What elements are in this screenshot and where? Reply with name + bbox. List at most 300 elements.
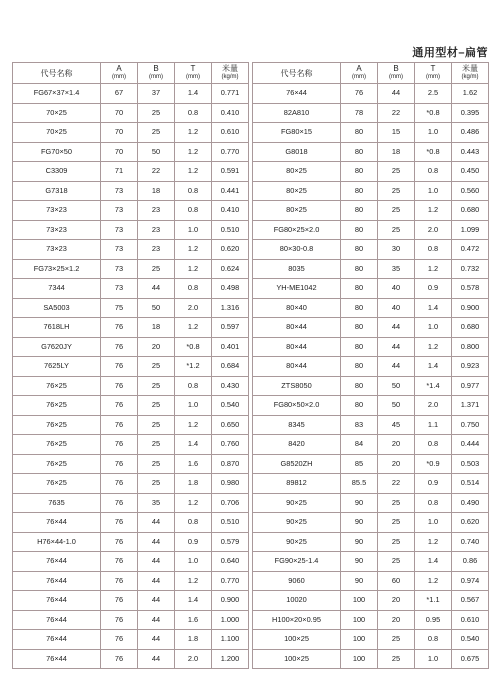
cell-a: 70 — [101, 142, 138, 162]
cell-code: FG90×25-1.4 — [253, 552, 341, 572]
table-row — [253, 337, 489, 357]
cell-b: 25 — [138, 123, 175, 143]
cell-weight: 0.771 — [212, 84, 249, 104]
header-t: T (mm) — [175, 63, 212, 84]
cell-b: 37 — [138, 84, 175, 104]
cell-code: 7625LY — [13, 357, 101, 377]
cell-b: 15 — [378, 123, 415, 143]
cell-code: H100×20×0.95 — [253, 610, 341, 630]
cell-weight: 0.579 — [212, 532, 249, 552]
cell-a: 76 — [101, 571, 138, 591]
left-spec-table — [12, 62, 249, 669]
cell-t: 0.9 — [415, 474, 452, 494]
cell-b: 50 — [138, 142, 175, 162]
cell-a: 76 — [101, 415, 138, 435]
cell-b: 23 — [138, 240, 175, 260]
cell-weight: 1.100 — [212, 630, 249, 650]
cell-code: 76×44 — [13, 552, 101, 572]
cell-t: 1.6 — [175, 454, 212, 474]
table-row — [253, 376, 489, 396]
cell-a: 76 — [101, 630, 138, 650]
cell-a: 80 — [341, 181, 378, 201]
cell-weight: 1.099 — [452, 220, 489, 240]
table-row — [253, 298, 489, 318]
cell-t: 0.95 — [415, 610, 452, 630]
table-row — [13, 162, 249, 182]
cell-code: 80×40 — [253, 298, 341, 318]
table-row — [13, 493, 249, 513]
cell-weight: 0.770 — [212, 142, 249, 162]
cell-code: C3309 — [13, 162, 101, 182]
cell-weight: 0.680 — [452, 201, 489, 221]
table-row — [253, 571, 489, 591]
cell-weight: 0.430 — [212, 376, 249, 396]
cell-b: 25 — [138, 376, 175, 396]
cell-b: 44 — [138, 279, 175, 299]
cell-t: 2.5 — [415, 84, 452, 104]
cell-weight: 0.624 — [212, 259, 249, 279]
cell-a: 85 — [341, 454, 378, 474]
cell-a: 80 — [341, 298, 378, 318]
cell-a: 80 — [341, 376, 378, 396]
cell-weight: 0.567 — [452, 591, 489, 611]
right-spec-table — [252, 62, 489, 669]
cell-a: 76 — [101, 649, 138, 669]
cell-b: 44 — [138, 571, 175, 591]
cell-a: 76 — [101, 357, 138, 377]
cell-a: 73 — [101, 220, 138, 240]
table-row — [253, 493, 489, 513]
cell-a: 80 — [341, 220, 378, 240]
cell-b: 44 — [138, 630, 175, 650]
cell-a: 71 — [101, 162, 138, 182]
cell-weight: 0.760 — [212, 435, 249, 455]
cell-b: 22 — [378, 103, 415, 123]
table-row — [13, 610, 249, 630]
cell-t: 1.0 — [415, 318, 452, 338]
cell-weight: 1.000 — [212, 610, 249, 630]
cell-b: 25 — [378, 532, 415, 552]
header-row — [253, 63, 489, 84]
table-row — [253, 357, 489, 377]
header-code: 代号名称 — [253, 63, 341, 84]
cell-t: *1.1 — [415, 591, 452, 611]
cell-a: 100 — [341, 649, 378, 669]
cell-t: 2.0 — [175, 649, 212, 669]
table-row — [253, 649, 489, 669]
cell-b: 25 — [138, 435, 175, 455]
cell-a: 100 — [341, 610, 378, 630]
cell-code: 80×44 — [253, 337, 341, 357]
cell-b: 25 — [378, 493, 415, 513]
table-row — [253, 240, 489, 260]
cell-weight: 0.900 — [212, 591, 249, 611]
cell-b: 25 — [378, 513, 415, 533]
cell-b: 40 — [378, 298, 415, 318]
cell-a: 73 — [101, 279, 138, 299]
table-row — [13, 474, 249, 494]
cell-code: 80×44 — [253, 318, 341, 338]
cell-weight: 0.514 — [452, 474, 489, 494]
header-b: B (mm) — [378, 63, 415, 84]
cell-a: 73 — [101, 181, 138, 201]
table-row — [253, 552, 489, 572]
cell-code: SA5003 — [13, 298, 101, 318]
table-row — [253, 103, 489, 123]
cell-weight: 0.597 — [212, 318, 249, 338]
cell-weight: 1.316 — [212, 298, 249, 318]
cell-b: 25 — [138, 474, 175, 494]
cell-b: 22 — [138, 162, 175, 182]
cell-weight: 0.640 — [212, 552, 249, 572]
table-row — [253, 591, 489, 611]
cell-b: 44 — [138, 532, 175, 552]
cell-weight: 0.540 — [452, 630, 489, 650]
cell-t: *1.4 — [415, 376, 452, 396]
cell-weight: 0.441 — [212, 181, 249, 201]
table-row — [13, 298, 249, 318]
cell-code: 90×25 — [253, 532, 341, 552]
cell-b: 25 — [138, 396, 175, 416]
cell-a: 76 — [101, 454, 138, 474]
cell-b: 60 — [378, 571, 415, 591]
cell-t: 1.4 — [415, 298, 452, 318]
cell-t: 1.2 — [175, 493, 212, 513]
cell-a: 80 — [341, 201, 378, 221]
cell-t: 0.8 — [175, 181, 212, 201]
cell-code: 8345 — [253, 415, 341, 435]
table-row — [13, 415, 249, 435]
cell-b: 20 — [378, 454, 415, 474]
cell-weight: 0.750 — [452, 415, 489, 435]
cell-a: 90 — [341, 571, 378, 591]
cell-weight: 0.498 — [212, 279, 249, 299]
table-row — [253, 181, 489, 201]
cell-a: 80 — [341, 396, 378, 416]
cell-t: 1.2 — [415, 532, 452, 552]
table-row — [13, 103, 249, 123]
cell-code: 80×44 — [253, 357, 341, 377]
cell-code: 90×25 — [253, 513, 341, 533]
cell-weight: 0.740 — [452, 532, 489, 552]
cell-b: 25 — [138, 357, 175, 377]
cell-a: 84 — [341, 435, 378, 455]
table-row — [253, 162, 489, 182]
cell-a: 90 — [341, 513, 378, 533]
table-row — [13, 630, 249, 650]
cell-code: 76×44 — [13, 649, 101, 669]
cell-code: 70×25 — [13, 103, 101, 123]
cell-t: 1.0 — [415, 649, 452, 669]
table-row — [253, 201, 489, 221]
cell-t: 1.0 — [415, 123, 452, 143]
cell-a: 73 — [101, 201, 138, 221]
cell-code: 8420 — [253, 435, 341, 455]
cell-weight: 0.86 — [452, 552, 489, 572]
cell-weight: 0.650 — [212, 415, 249, 435]
cell-a: 80 — [341, 337, 378, 357]
cell-weight: 0.974 — [452, 571, 489, 591]
cell-weight: 0.620 — [452, 513, 489, 533]
cell-a: 100 — [341, 630, 378, 650]
cell-a: 100 — [341, 591, 378, 611]
cell-code: 9060 — [253, 571, 341, 591]
cell-t: *0.8 — [415, 142, 452, 162]
cell-t: 1.2 — [415, 337, 452, 357]
cell-a: 80 — [341, 240, 378, 260]
cell-code: FG80×15 — [253, 123, 341, 143]
cell-t: 1.2 — [415, 201, 452, 221]
cell-b: 23 — [138, 201, 175, 221]
cell-t: 0.8 — [175, 103, 212, 123]
cell-weight: 0.450 — [452, 162, 489, 182]
table-row — [253, 123, 489, 143]
cell-t: 1.4 — [175, 435, 212, 455]
cell-t: 1.0 — [175, 220, 212, 240]
spec-tables — [12, 62, 488, 669]
cell-weight: 0.443 — [452, 142, 489, 162]
cell-code: FG73×25×1.2 — [13, 259, 101, 279]
cell-t: 1.4 — [175, 84, 212, 104]
cell-code: 73×23 — [13, 240, 101, 260]
table-row — [13, 649, 249, 669]
cell-t: 1.2 — [175, 318, 212, 338]
cell-b: 25 — [378, 220, 415, 240]
table-row — [13, 532, 249, 552]
cell-a: 80 — [341, 357, 378, 377]
table-row — [253, 142, 489, 162]
cell-b: 25 — [378, 181, 415, 201]
cell-b: 20 — [378, 591, 415, 611]
table-row — [13, 571, 249, 591]
cell-weight: 0.610 — [212, 123, 249, 143]
cell-a: 76 — [101, 376, 138, 396]
table-row — [13, 220, 249, 240]
cell-weight: 0.510 — [212, 220, 249, 240]
cell-weight: 0.680 — [452, 318, 489, 338]
table-row — [253, 220, 489, 240]
cell-a: 85.5 — [341, 474, 378, 494]
cell-code: FG80×25×2.0 — [253, 220, 341, 240]
table-row — [13, 259, 249, 279]
table-row — [253, 318, 489, 338]
left-table-body — [13, 84, 249, 669]
cell-t: 0.8 — [175, 201, 212, 221]
cell-weight: 0.900 — [452, 298, 489, 318]
cell-b: 50 — [378, 376, 415, 396]
cell-weight: 0.684 — [212, 357, 249, 377]
cell-code: 7635 — [13, 493, 101, 513]
cell-code: 7618LH — [13, 318, 101, 338]
cell-code: FG70×50 — [13, 142, 101, 162]
cell-b: 44 — [378, 84, 415, 104]
cell-a: 80 — [341, 123, 378, 143]
cell-weight: 0.610 — [452, 610, 489, 630]
cell-code: FG80×50×2.0 — [253, 396, 341, 416]
header-row — [13, 63, 249, 84]
cell-code: 82A810 — [253, 103, 341, 123]
cell-t: 1.2 — [175, 162, 212, 182]
cell-weight: 0.591 — [212, 162, 249, 182]
cell-t: *1.2 — [175, 357, 212, 377]
cell-t: 1.0 — [175, 396, 212, 416]
cell-t: 1.4 — [415, 552, 452, 572]
cell-weight: 0.486 — [452, 123, 489, 143]
cell-b: 18 — [138, 181, 175, 201]
cell-a: 76 — [101, 318, 138, 338]
cell-weight: 0.444 — [452, 435, 489, 455]
cell-t: *0.8 — [175, 337, 212, 357]
cell-t: *0.9 — [415, 454, 452, 474]
header-weight: 米量 (kg/m) — [212, 63, 249, 84]
cell-weight: 0.410 — [212, 201, 249, 221]
cell-a: 90 — [341, 552, 378, 572]
cell-b: 44 — [138, 591, 175, 611]
cell-a: 80 — [341, 318, 378, 338]
cell-weight: 0.540 — [212, 396, 249, 416]
cell-code: 76×44 — [13, 513, 101, 533]
cell-a: 80 — [341, 259, 378, 279]
cell-a: 76 — [101, 493, 138, 513]
cell-b: 44 — [138, 552, 175, 572]
cell-a: 80 — [341, 279, 378, 299]
cell-code: 89812 — [253, 474, 341, 494]
cell-b: 30 — [378, 240, 415, 260]
cell-a: 73 — [101, 259, 138, 279]
table-row — [13, 181, 249, 201]
table-row — [13, 357, 249, 377]
cell-t: 0.8 — [175, 279, 212, 299]
table-row — [13, 318, 249, 338]
table-row — [13, 240, 249, 260]
cell-t: 1.2 — [175, 571, 212, 591]
cell-a: 70 — [101, 103, 138, 123]
cell-b: 25 — [378, 649, 415, 669]
cell-t: 2.0 — [175, 298, 212, 318]
cell-b: 40 — [378, 279, 415, 299]
cell-code: ZTS8050 — [253, 376, 341, 396]
cell-t: 0.8 — [415, 240, 452, 260]
cell-b: 25 — [378, 162, 415, 182]
cell-b: 44 — [138, 649, 175, 669]
table-row — [13, 552, 249, 572]
cell-t: 1.8 — [175, 474, 212, 494]
cell-weight: 0.675 — [452, 649, 489, 669]
cell-code: 76×25 — [13, 415, 101, 435]
cell-weight: 0.870 — [212, 454, 249, 474]
header-a: A (mm) — [341, 63, 378, 84]
cell-a: 76 — [341, 84, 378, 104]
cell-code: 76×44 — [253, 84, 341, 104]
cell-b: 18 — [138, 318, 175, 338]
cell-t: 0.8 — [415, 162, 452, 182]
cell-code: 10020 — [253, 591, 341, 611]
header-weight: 米量 (kg/m) — [452, 63, 489, 84]
cell-weight: 0.732 — [452, 259, 489, 279]
cell-b: 20 — [138, 337, 175, 357]
cell-b: 25 — [138, 103, 175, 123]
cell-a: 90 — [341, 532, 378, 552]
cell-code: G8018 — [253, 142, 341, 162]
table-row — [253, 630, 489, 650]
cell-weight: 0.395 — [452, 103, 489, 123]
cell-b: 25 — [378, 630, 415, 650]
cell-code: FG67×37×1.4 — [13, 84, 101, 104]
cell-code: 76×44 — [13, 630, 101, 650]
table-row — [13, 279, 249, 299]
cell-b: 25 — [138, 259, 175, 279]
cell-code: G8520ZH — [253, 454, 341, 474]
cell-code: 76×44 — [13, 591, 101, 611]
cell-weight: 0.578 — [452, 279, 489, 299]
cell-code: 80×25 — [253, 201, 341, 221]
table-row — [13, 142, 249, 162]
cell-weight: 0.800 — [452, 337, 489, 357]
cell-code: 76×25 — [13, 376, 101, 396]
table-row — [253, 279, 489, 299]
cell-b: 35 — [378, 259, 415, 279]
cell-t: 0.8 — [175, 513, 212, 533]
cell-a: 78 — [341, 103, 378, 123]
cell-a: 76 — [101, 552, 138, 572]
table-row — [13, 454, 249, 474]
cell-t: 0.8 — [415, 435, 452, 455]
cell-t: 1.2 — [175, 415, 212, 435]
cell-t: 1.2 — [415, 571, 452, 591]
cell-weight: 1.200 — [212, 649, 249, 669]
cell-code: 73×23 — [13, 201, 101, 221]
table-row — [253, 610, 489, 630]
cell-a: 76 — [101, 435, 138, 455]
table-row — [13, 396, 249, 416]
cell-code: 76×25 — [13, 435, 101, 455]
cell-code: 76×25 — [13, 454, 101, 474]
cell-weight: 1.62 — [452, 84, 489, 104]
cell-a: 80 — [341, 162, 378, 182]
header-t: T (mm) — [415, 63, 452, 84]
cell-weight: 0.980 — [212, 474, 249, 494]
page-title: 通用型材–扁管 — [412, 47, 488, 59]
cell-b: 44 — [378, 318, 415, 338]
cell-code: 100×25 — [253, 649, 341, 669]
cell-weight: 0.490 — [452, 493, 489, 513]
cell-code: 7344 — [13, 279, 101, 299]
cell-t: 1.6 — [175, 610, 212, 630]
cell-b: 25 — [138, 415, 175, 435]
cell-code: G7318 — [13, 181, 101, 201]
cell-b: 35 — [138, 493, 175, 513]
cell-t: 1.1 — [415, 415, 452, 435]
right-table-body — [253, 84, 489, 669]
cell-code: 8035 — [253, 259, 341, 279]
cell-t: 1.2 — [175, 142, 212, 162]
cell-t: 2.0 — [415, 220, 452, 240]
cell-t: 1.4 — [175, 591, 212, 611]
cell-a: 90 — [341, 493, 378, 513]
cell-t: 0.8 — [415, 493, 452, 513]
cell-weight: 1.371 — [452, 396, 489, 416]
cell-t: 0.8 — [175, 376, 212, 396]
cell-b: 44 — [138, 513, 175, 533]
cell-a: 73 — [101, 240, 138, 260]
header-a: A (mm) — [101, 63, 138, 84]
cell-a: 76 — [101, 396, 138, 416]
cell-b: 44 — [378, 357, 415, 377]
cell-a: 76 — [101, 513, 138, 533]
cell-weight: 0.923 — [452, 357, 489, 377]
cell-t: 1.2 — [415, 259, 452, 279]
cell-code: YH-ME1042 — [253, 279, 341, 299]
